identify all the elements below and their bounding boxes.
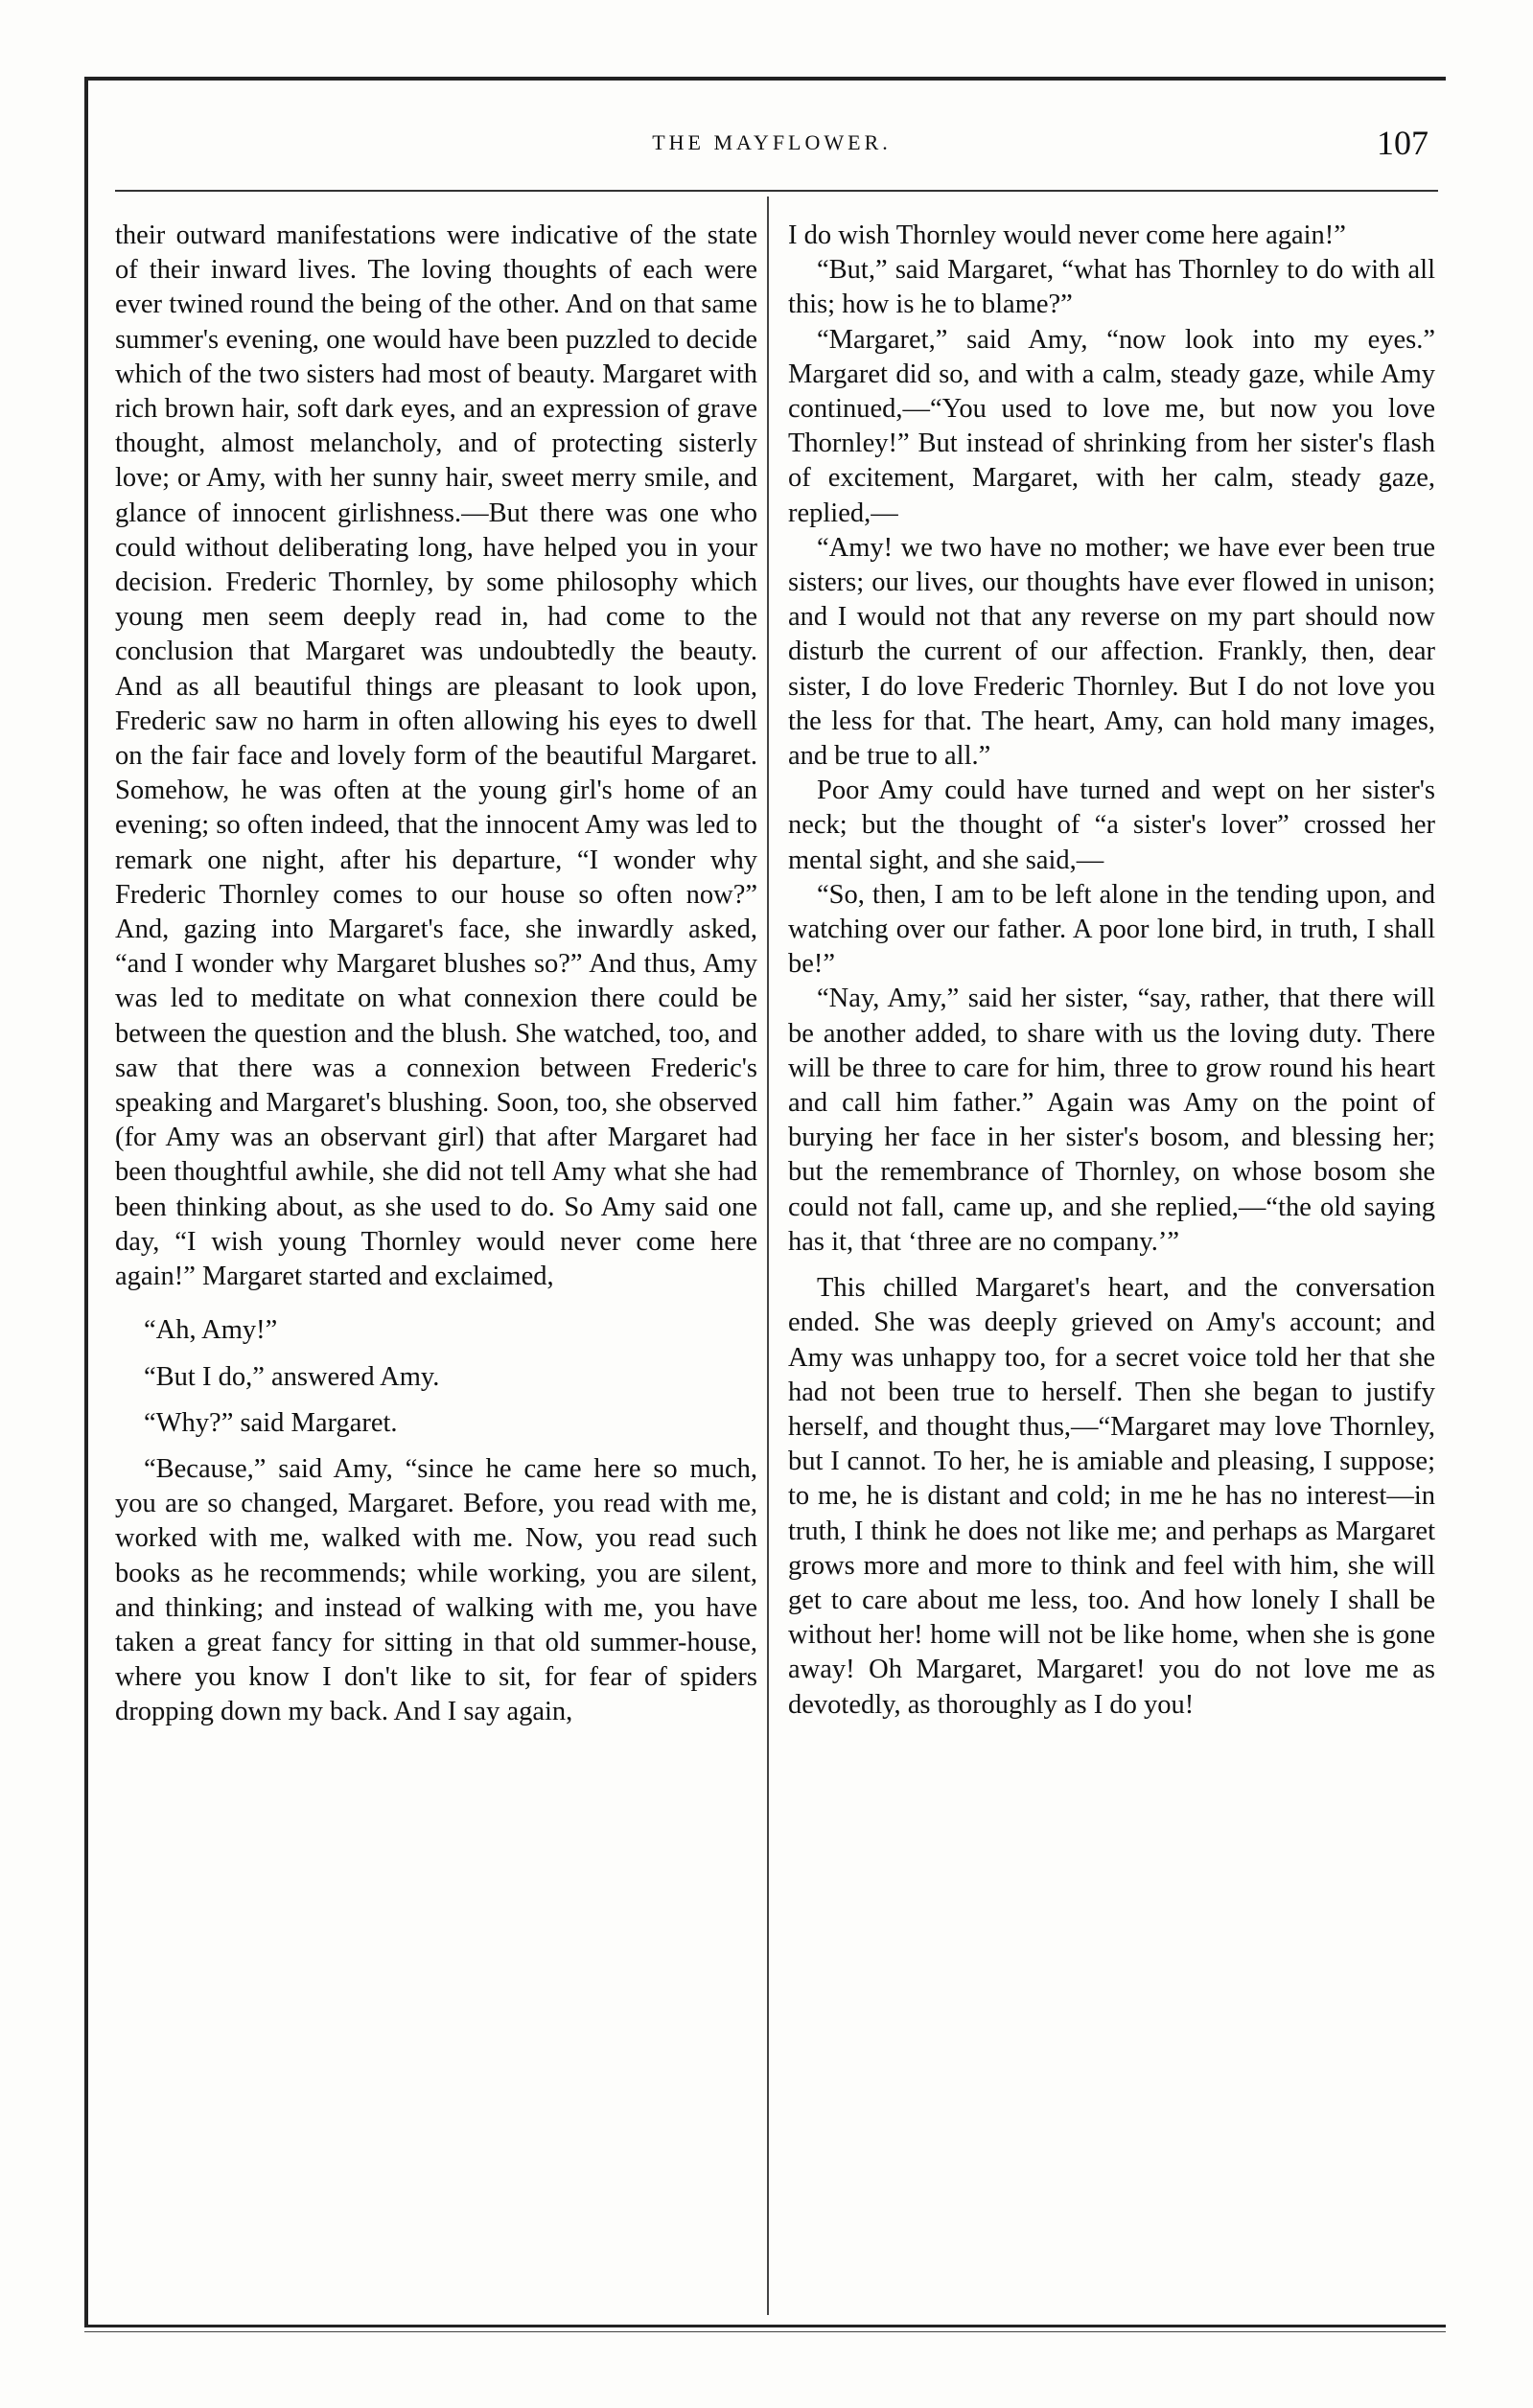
paragraph: “Because,” said Amy, “since he came here so much, you are so changed, Margaret. Before, you read with me, worked with me, walked with me. Now, you read such books as he recommends; while working, you are silent, and thinking; and instead of walking with me, you have taken a great fancy for sitting in that old summer-house, where you know I don't like to sit, for fear of spiders dropping down my back. And I say again,	[115, 1453, 757, 1727]
paragraph: “Nay, Amy,” said her sister, “say, rather, that there will be another added, to share with us the loving duty. There will be three to care for him, three to grow round his heart and call him father.” Again was Amy on the point of burying her face in her sister's bosom, and blessing her; but the remembrance of Thornley, on whose bosom she could not fall, came up, and she replied,—“the old saying has it, that ‘three are no company.’”	[788, 984, 1435, 1257]
paragraph: I do wish Thornley would never come here again!”	[788, 220, 1346, 250]
page-frame-left-rule	[84, 77, 88, 2325]
paragraph: “But,” said Margaret, “what has Thornley to do with all this; how is he to blame?”	[788, 255, 1435, 320]
paragraph: This chilled Margaret's heart, and the conversation ended. She was deeply grieved on Amy's account; and Amy was unhappy too, for a secret voice told her that she had not been true to herself. Then she began to justify herself, and thought thus,—“Margaret may love Thornley, but I cannot. To her, he is amiable and pleasing, I suppose; to me, he is distant and cold; in me he has no interest—in truth, I think he does not like me; and perhaps as Margaret grows more and more to think and feel with him, she will get to care about me less, too. And how lonely I shall be without her! home will not be like home, when she is gone away! Oh Margaret, Margaret! you do not love me as devotedly, as thoroughly as I do you!	[788, 1273, 1435, 1720]
page-frame-top-rule	[84, 77, 1446, 81]
paragraph: “Margaret,” said Amy, “now look into my eyes.” Margaret did so, and with a calm, steady gaze, while Amy continued,—“You used to love me, but now you love Thornley!” But instead of shrinking from her sister's flash of excitement, Margaret, with her calm, steady gaze, replied,—	[788, 324, 1435, 528]
paragraph: “Why?” said Margaret.	[144, 1407, 398, 1438]
paragraph: “So, then, I am to be left alone in the tending upon, and watching over our father. A poor lone bird, in truth, I shall be!”	[788, 879, 1435, 980]
header-rule	[115, 190, 1438, 192]
paragraph: “But I do,” answered Amy.	[144, 1361, 440, 1392]
page-header	[115, 123, 1428, 180]
page-number: 107	[1377, 124, 1428, 162]
paragraph: Poor Amy could have turned and wept on her sister's neck; but the thought of “a sister's lover” crossed her mental sight, and she said,—	[788, 776, 1435, 875]
left-column	[115, 219, 757, 2318]
page-frame-bottom-thin-rule	[84, 2331, 1446, 2332]
paragraph: their outward manifestations were indicative of the state of their inward lives. The loving thoughts of each were ever twined round the being of the other. And on that same summer's evening, one would have been puzzled to decide which of the two sisters had most of beauty. Margaret with rich brown hair, soft dark eyes, and an expression of grave thought, almost melancholy, and of protecting sisterly love; or Amy, with her sunny hair, sweet merry smile, and glance of innocent girlishness.—But there was one who could without deliberating long, have helped you in your decision. Frederic Thornley, by some philosophy which young men seem deeply read in, had come to the conclusion that Margaret was undoubtedly the beauty. And as all beautiful things are pleasant to look upon, Frederic saw no harm in often allowing his eyes to dwell on the fair face and lovely form of the beautiful Margaret. Somehow, he was often at the young girl's home of an evening; so often indeed, that the innocent Amy was led to remark one night, after his departure, “I wonder why Frederic Thornley comes to our house so often now?” And, gazing into Margaret's face, she inwardly asked, “and I wonder why Margaret blushes so?” And thus, Amy was led to meditate on what connexion there could be between the question and the blush. She watched, too, and saw that there was a connexion between Frederic's speaking and Margaret's blushing. Soon, too, she observed (for Amy was an observant girl) that after Margaret had been thoughtful awhile, she did not tell Amy what she had been thinking about, as she used to do. So Amy said one day, “I wish young Thornley would never come here again!” Margaret started and exclaimed,	[115, 220, 757, 1292]
paragraph: “Amy! we two have no mother; we have ever been true sisters; our lives, our thoughts have ever flowed in unison; and I would not that any reverse on my part should now disturb the current of our affection. Frankly, then, dear sister, I do love Frederic Thornley. But I do not love you the less for that. The heart, Amy, can hold many images, and be true to all.”	[788, 532, 1435, 772]
page-frame-bottom-rule	[84, 2325, 1446, 2327]
right-column	[788, 219, 1435, 2318]
paragraph: “Ah, Amy!”	[144, 1315, 278, 1346]
column-divider	[767, 197, 769, 2315]
running-title: THE MAYFLOWER.	[652, 130, 892, 154]
